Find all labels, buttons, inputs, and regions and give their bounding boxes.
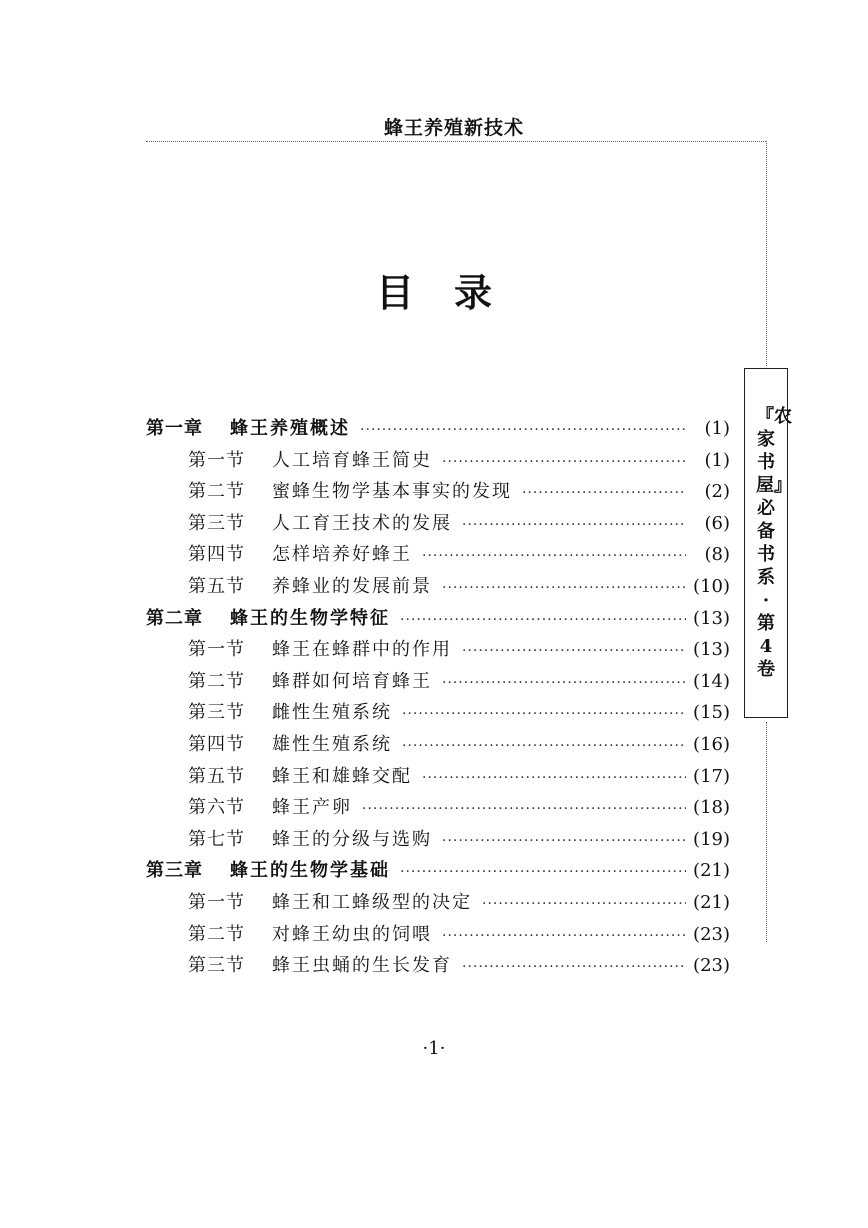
series-label-box [744,368,792,718]
toc-number: 第四节 [188,733,245,755]
toc-title: 雄性生殖系统 [272,733,392,755]
page-number: ·1· [422,1038,446,1059]
toc-page: (13) [693,607,730,629]
toc-page: (1) [704,418,730,439]
toc-title: 人工培育蜂王简史 [272,449,432,471]
toc-section[interactable] [146,762,730,794]
toc-title: 蜜蜂生物学基本事实的发现 [272,481,512,503]
toc-title: 蜂王在蜂群中的作用 [272,639,452,661]
toc-page: (21) [693,891,730,913]
toc-leader-dots [462,958,686,976]
toc-page: (21) [693,860,730,882]
toc-number: 第四节 [188,544,245,566]
toc-section[interactable] [146,572,730,604]
toc-number: 第一节 [188,639,245,661]
toc-leader-dots [462,516,686,534]
toc-page: (10) [693,575,730,597]
toc-number: 第三节 [188,702,245,724]
toc-number: 第二节 [188,923,245,945]
toc-leader-dots [462,642,686,660]
toc-title: 蜂群如何培育蜂王 [272,670,432,692]
toc-page: (23) [693,955,730,977]
toc-number: 第三节 [188,955,245,977]
toc-leader-dots [402,705,686,723]
toc-leader-dots [442,453,686,471]
toc-number: 第一节 [188,891,245,913]
toc-section[interactable] [146,730,730,762]
toc-leader-dots [442,927,686,945]
toc-number: 第一节 [188,449,245,471]
toc-section[interactable] [146,888,730,920]
toc-title: 养蜂业的发展前景 [272,575,432,597]
toc-section[interactable] [146,951,730,983]
toc-leader-dots [442,674,686,692]
toc-title: 蜂王虫蛹的生长发育 [272,955,452,977]
toc-page: (6) [704,512,730,534]
toc-leader-dots [482,895,686,913]
toc-number: 第二章 [146,607,203,629]
toc-leader-dots [442,832,686,850]
toc-leader-dots [422,769,686,787]
toc-number: 第二节 [188,670,245,692]
toc-number: 第三章 [146,860,203,882]
toc-leader-dots [400,863,686,881]
toc-section[interactable] [146,825,730,857]
toc-section[interactable] [146,477,730,509]
toc-page: (1) [704,449,730,471]
toc-title: 蜂王养殖概述 [230,418,350,439]
table-of-contents [146,414,730,983]
toc-section[interactable] [146,635,730,667]
toc-section[interactable] [146,793,730,825]
toc-number: 第五节 [188,765,245,787]
toc-chapter-2[interactable] [146,604,730,636]
toc-chapter-3[interactable] [146,856,730,888]
header-rule [146,141,766,142]
toc-page: (14) [693,670,730,692]
page-title: 目录 [375,271,532,315]
running-header: 蜂王养殖新技术 [383,117,524,139]
toc-title: 雌性生殖系统 [272,702,392,724]
toc-leader-dots [400,611,686,629]
toc-page: (18) [693,797,730,819]
toc-leader-dots [402,737,686,755]
toc-chapter-1[interactable] [146,414,730,446]
toc-title: 人工育王技术的发展 [272,512,452,534]
toc-title: 蜂王和雄蜂交配 [272,765,412,787]
toc-page: (2) [704,481,730,503]
toc-section[interactable] [146,446,730,478]
toc-number: 第三节 [188,512,245,534]
toc-page: (15) [693,702,730,724]
toc-page: (19) [693,828,730,850]
toc-number: 第六节 [188,797,245,819]
side-rule-upper [766,141,767,366]
toc-number: 第五节 [188,575,245,597]
toc-number: 第一章 [146,418,203,439]
toc-leader-dots [442,579,686,597]
toc-section[interactable] [146,667,730,699]
toc-title: 对蜂王幼虫的饲喂 [272,923,432,945]
toc-section[interactable] [146,509,730,541]
side-rule-lower [766,722,767,942]
toc-page: (8) [704,544,730,566]
toc-page: (16) [693,733,730,755]
series-label: 『农家书屋』必备书系·第4卷 [756,406,792,680]
toc-section[interactable] [146,920,730,952]
toc-title: 蜂王和工蜂级型的决定 [272,891,472,913]
toc-title: 蜂王的分级与选购 [272,828,432,850]
toc-leader-dots [362,800,686,818]
toc-number: 第七节 [188,828,245,850]
toc-leader-dots [422,547,686,565]
toc-leader-dots [522,484,686,502]
toc-leader-dots [360,421,686,439]
toc-page: (13) [693,639,730,661]
toc-section[interactable] [146,540,730,572]
toc-title: 蜂王的生物学基础 [230,860,390,882]
toc-title: 蜂王产卵 [272,797,352,819]
toc-title: 怎样培养好蜂王 [272,544,412,566]
toc-number: 第二节 [188,481,245,503]
toc-title: 蜂王的生物学特征 [230,607,390,629]
toc-section[interactable] [146,698,730,730]
toc-page: (17) [693,765,730,787]
toc-page: (23) [693,923,730,945]
